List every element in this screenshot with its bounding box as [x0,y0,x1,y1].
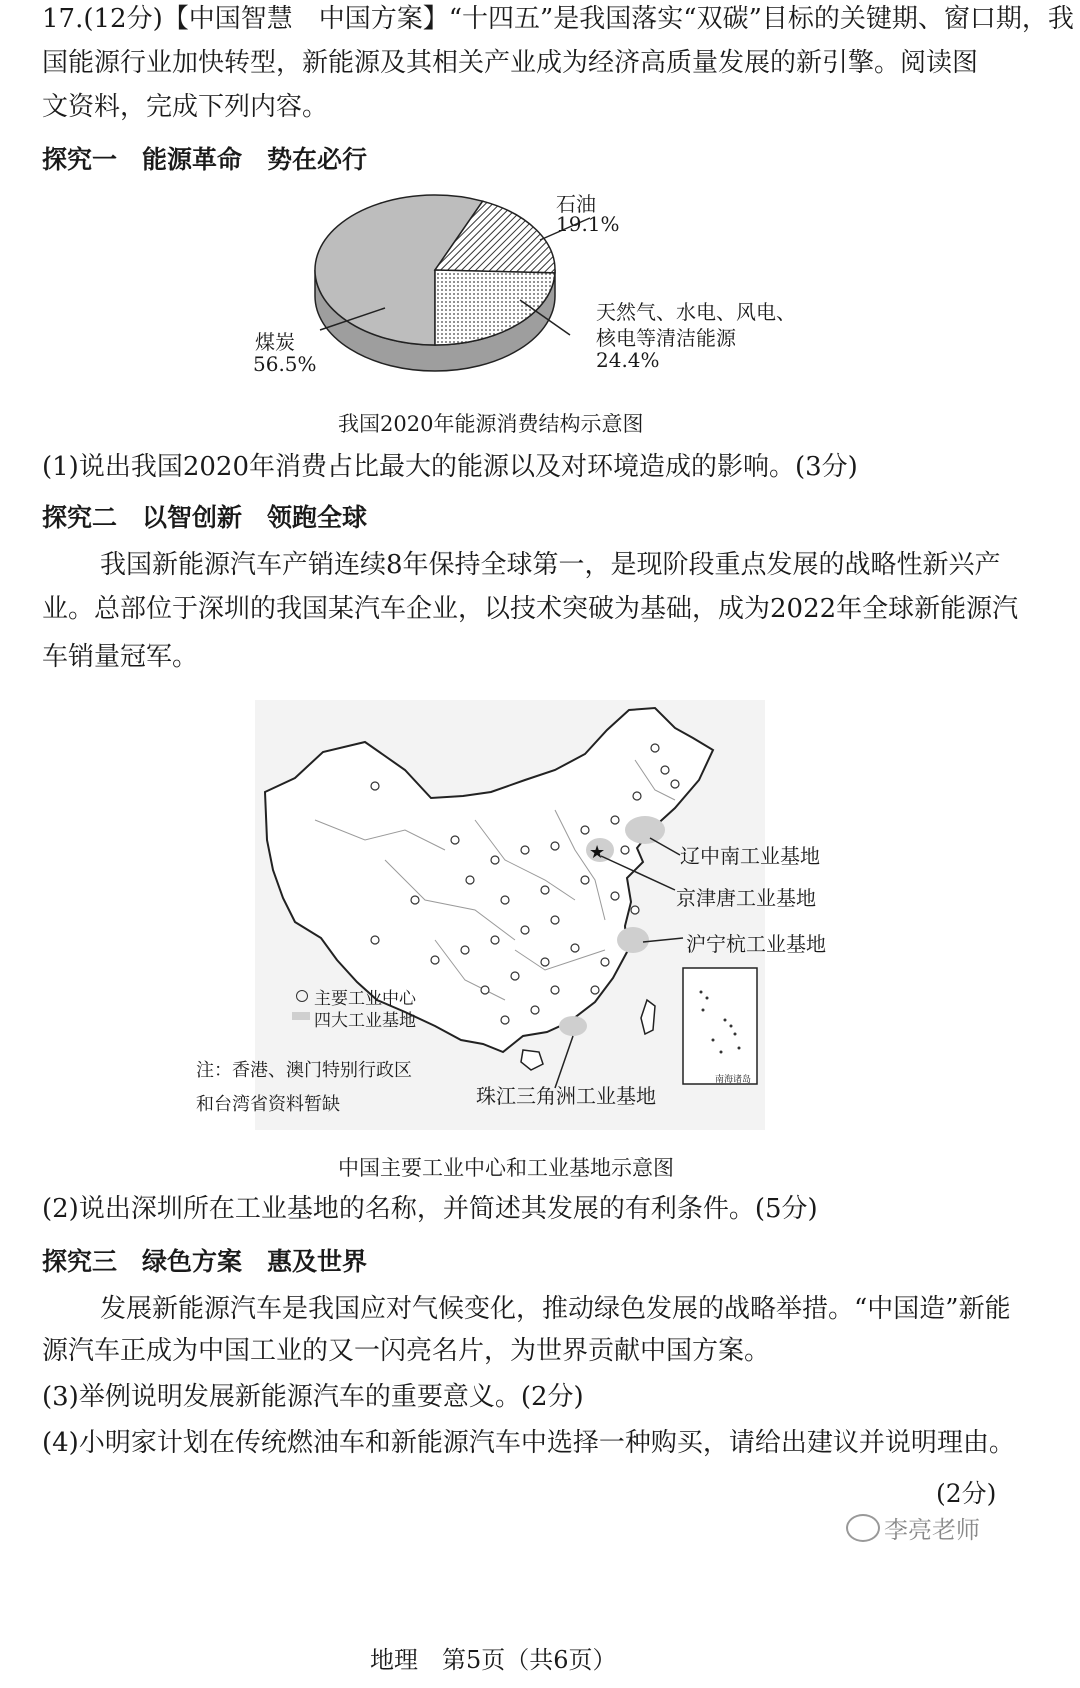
industrial-center-marker [571,944,579,952]
industrial-center-marker [431,956,439,964]
industrial-center-marker [466,876,474,884]
map-note-2: 和台湾省资料暂缺 [196,1094,340,1115]
industrial-center-marker [551,842,559,850]
huninghang-region [617,927,649,953]
industrial-center-marker [581,876,589,884]
page-footer: 地理 第5页（共6页） [370,1646,617,1674]
liaozhongnan-region [625,816,665,844]
watermark-text: 李亮老师 [884,1516,980,1544]
industrial-center-marker [621,846,629,854]
section-2-para-1: 我国新能源汽车产销连续8年保持全球第一，是现阶段重点发展的战略性新兴产 [100,550,1001,580]
industrial-center-marker [501,1016,509,1024]
pie-value-coal: 56.5% [253,352,317,376]
section-2-para-2: 业。总部位于深圳的我国某汽车企业，以技术突破为基础，成为2022年全球新能源汽 [42,594,1019,624]
industrial-center-marker [531,1006,539,1014]
south-china-sea-inset [683,968,757,1084]
question-3: (3)举例说明发展新能源汽车的重要意义。(2分) [42,1382,584,1412]
industrial-center-marker [371,782,379,790]
industrial-center-marker [551,986,559,994]
industrial-center-marker [371,936,379,944]
industrial-center-marker [461,946,469,954]
industrial-center-marker [611,816,619,824]
legend-base-swatch [292,1012,310,1020]
map-caption: 中国主要工业中心和工业基地示意图 [338,1156,674,1180]
section-1-title: 探究一 能源革命 势在必行 [42,145,368,174]
section-3-para-2: 源汽车正成为中国工业的又一闪亮名片，为世界贡献中国方案。 [42,1336,771,1366]
industrial-center-marker [501,896,509,904]
industrial-center-marker [671,780,679,788]
label-jingjintang: 京津唐工业基地 [676,886,816,910]
label-liaozhongnan: 辽中南工业基地 [680,844,820,868]
zhujiang-region [559,1016,587,1036]
pie-label-clean-1: 天然气、水电、风电、 [596,300,796,324]
industrial-center-marker [581,826,589,834]
question-1: (1)说出我国2020年消费占比最大的能源以及对环境造成的影响。(3分) [42,452,858,482]
legend-base-label: 四大工业基地 [314,1011,416,1031]
industrial-center-marker [451,836,459,844]
section-2-title: 探究二 以智创新 领跑全球 [42,503,368,532]
pie-label-clean-2: 核电等清洁能源 [596,326,736,350]
industrial-center-marker [521,926,529,934]
question-line-1: 17.(12分)【中国智慧 中国方案】“十四五”是我国落实“双碳”目标的关键期、窗口期，我 [42,4,1074,34]
pie-value-clean: 24.4% [596,348,660,372]
watermark-icon [846,1514,880,1542]
label-zhujiang: 珠江三角洲工业基地 [476,1084,656,1108]
section-3-title: 探究三 绿色方案 惠及世界 [42,1247,368,1276]
chart-caption: 我国2020年能源消费结构示意图 [338,412,644,436]
industrial-center-marker [611,892,619,900]
beijing-star: ★ [589,842,606,863]
industrial-center-marker [491,856,499,864]
question-line-2: 国能源行业加快转型，新能源及其相关产业成为经济高质量发展的新引擎。阅读图 [42,48,979,78]
industrial-center-marker [511,972,519,980]
industrial-center-marker [521,846,529,854]
legend-center-icon [296,990,308,1002]
industrial-center-marker [661,766,669,774]
industrial-center-marker [541,886,549,894]
question-4: (4)小明家计划在传统燃油车和新能源汽车中选择一种购买，请给出建议并说明理由。 [42,1428,1015,1458]
pie-value-oil: 19.1% [556,212,620,236]
pie-label-coal: 煤炭 [255,330,295,354]
industrial-center-marker [631,906,639,914]
legend-center-label: 主要工业中心 [314,989,416,1009]
industrial-center-marker [551,916,559,924]
industrial-center-marker [411,896,419,904]
pie-label-oil: 石油 [556,192,596,216]
inset-label: 南海诸岛 [715,1075,752,1085]
industrial-center-marker [541,958,549,966]
label-huninghang: 沪宁杭工业基地 [686,932,826,956]
industrial-center-marker [481,986,489,994]
pie-chart [240,180,860,410]
industrial-center-marker [601,958,609,966]
map-note-1: 注：香港、澳门特别行政区 [196,1060,412,1081]
section-3-para-1: 发展新能源汽车是我国应对气候变化，推动绿色发展的战略举措。“中国造”新能 [100,1294,1011,1324]
industrial-center-marker [651,744,659,752]
industrial-center-marker [591,986,599,994]
question-2: (2)说出深圳所在工业基地的名称，并简述其发展的有利条件。(5分) [42,1194,818,1224]
industrial-center-marker [633,792,641,800]
question-line-3: 文资料，完成下列内容。 [42,92,329,122]
industrial-center-marker [491,936,499,944]
section-2-para-3: 车销量冠军。 [42,642,199,672]
question-4-score: (2分) [936,1479,997,1508]
